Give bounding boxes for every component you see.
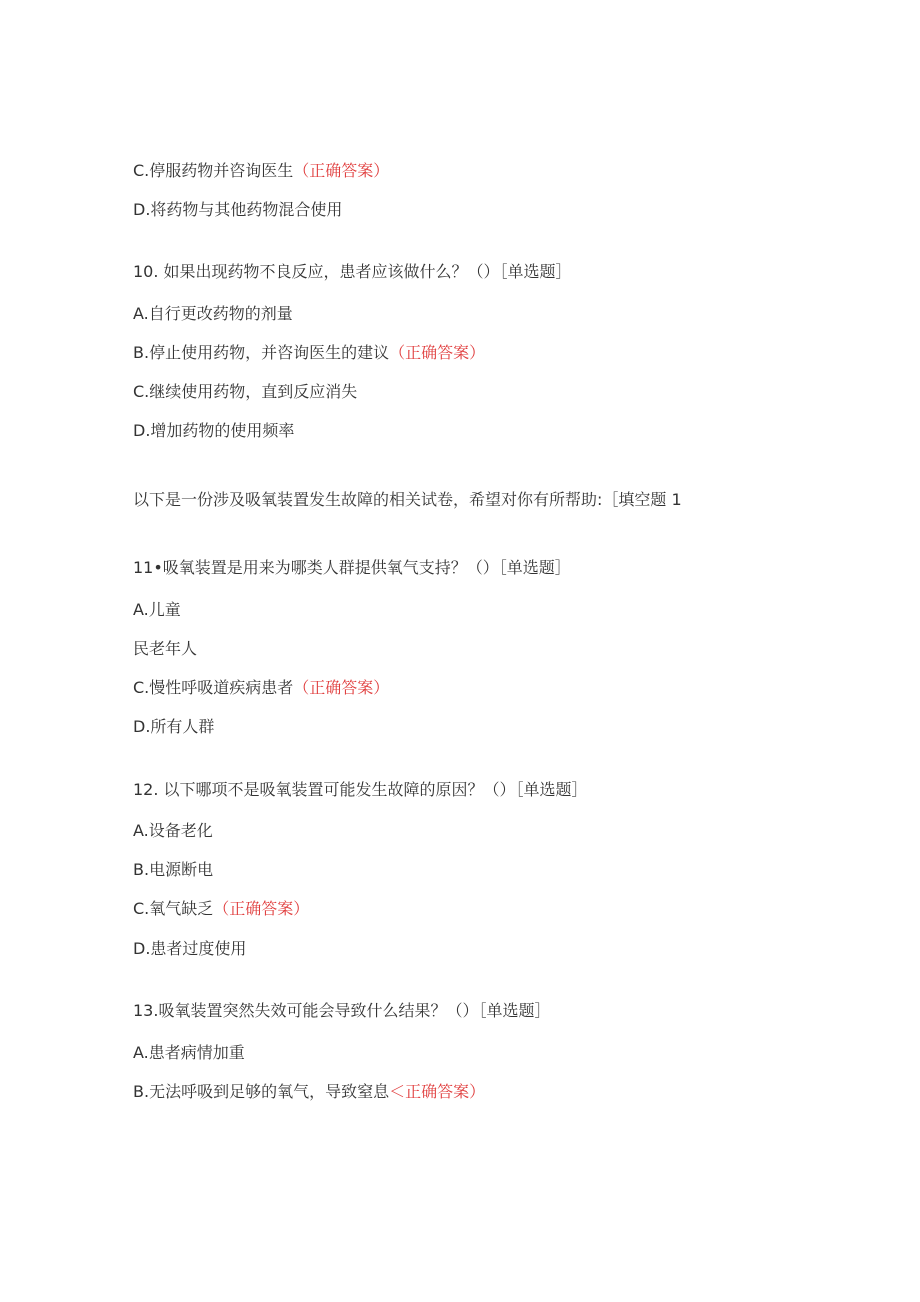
option-line: [133, 420, 294, 442]
question-line: [133, 557, 571, 579]
option-text: A.患者病情加重: [133, 1043, 245, 1062]
correct-answer-mark: （正确答案）: [213, 899, 310, 918]
option-line: [133, 938, 246, 960]
option-text: C.停服药物并咨询医生: [133, 161, 294, 180]
option-line: [133, 859, 213, 881]
option-text: B.电源断电: [133, 860, 214, 879]
option-line: [133, 342, 485, 364]
option-line: [133, 160, 389, 182]
correct-answer-mark: （正确答案）: [293, 161, 390, 180]
option-text: A.设备老化: [133, 821, 213, 840]
correct-answer-mark: （正确答案）: [389, 343, 486, 362]
question-text: 13.吸氧装置突然失效可能会导致什么结果？（）［单选题］: [133, 1001, 551, 1020]
option-text: A.自行更改药物的剂量: [133, 304, 293, 323]
option-line: [133, 599, 181, 621]
question-text: 10. 如果出现药物不良反应，患者应该做什么？（）［单选题］: [133, 262, 572, 281]
question-line: [133, 779, 588, 801]
question-text: 12. 以下哪项不是吸氧装置可能发生故障的原因？（）［单选题］: [133, 780, 588, 799]
option-text: D.增加药物的使用频率: [133, 421, 295, 440]
option-line: [133, 199, 342, 221]
option-text: D.所有人群: [133, 717, 215, 736]
correct-answer-mark: ＜正确答案）: [389, 1082, 486, 1101]
intro-text: 以下是一份涉及吸氧装置发生故障的相关试卷，希望对你有所帮助:［填空题 1: [133, 490, 682, 509]
option-text: C.慢性呼吸道疾病患者: [133, 678, 294, 697]
option-text: D.患者过度使用: [133, 939, 247, 958]
option-line: [133, 820, 213, 842]
option-line: [133, 303, 293, 325]
option-line: [133, 381, 357, 403]
option-line: [133, 898, 309, 920]
option-text: C.氧气缺乏: [133, 899, 214, 918]
option-text: C.继续使用药物，直到反应消失: [133, 382, 358, 401]
intro-line: [133, 489, 682, 511]
correct-answer-mark: （正确答案）: [293, 678, 390, 697]
option-text: B.停止使用药物，并咨询医生的建议: [133, 343, 390, 362]
question-line: [133, 1000, 550, 1022]
option-text: A.儿童: [133, 600, 181, 619]
option-line: [133, 677, 389, 699]
question-line: [133, 261, 572, 283]
question-text: 11•吸氧装置是用来为哪类人群提供氧气支持？（）［单选题］: [133, 558, 571, 577]
option-text: 民老年人: [133, 639, 198, 658]
option-line: [133, 716, 214, 738]
option-line: [133, 1042, 245, 1064]
option-text: D.将药物与其他药物混合使用: [133, 200, 343, 219]
option-line: [133, 638, 197, 660]
option-line: [133, 1081, 485, 1103]
option-text: B.无法呼吸到足够的氧气，导致窒息: [133, 1082, 390, 1101]
